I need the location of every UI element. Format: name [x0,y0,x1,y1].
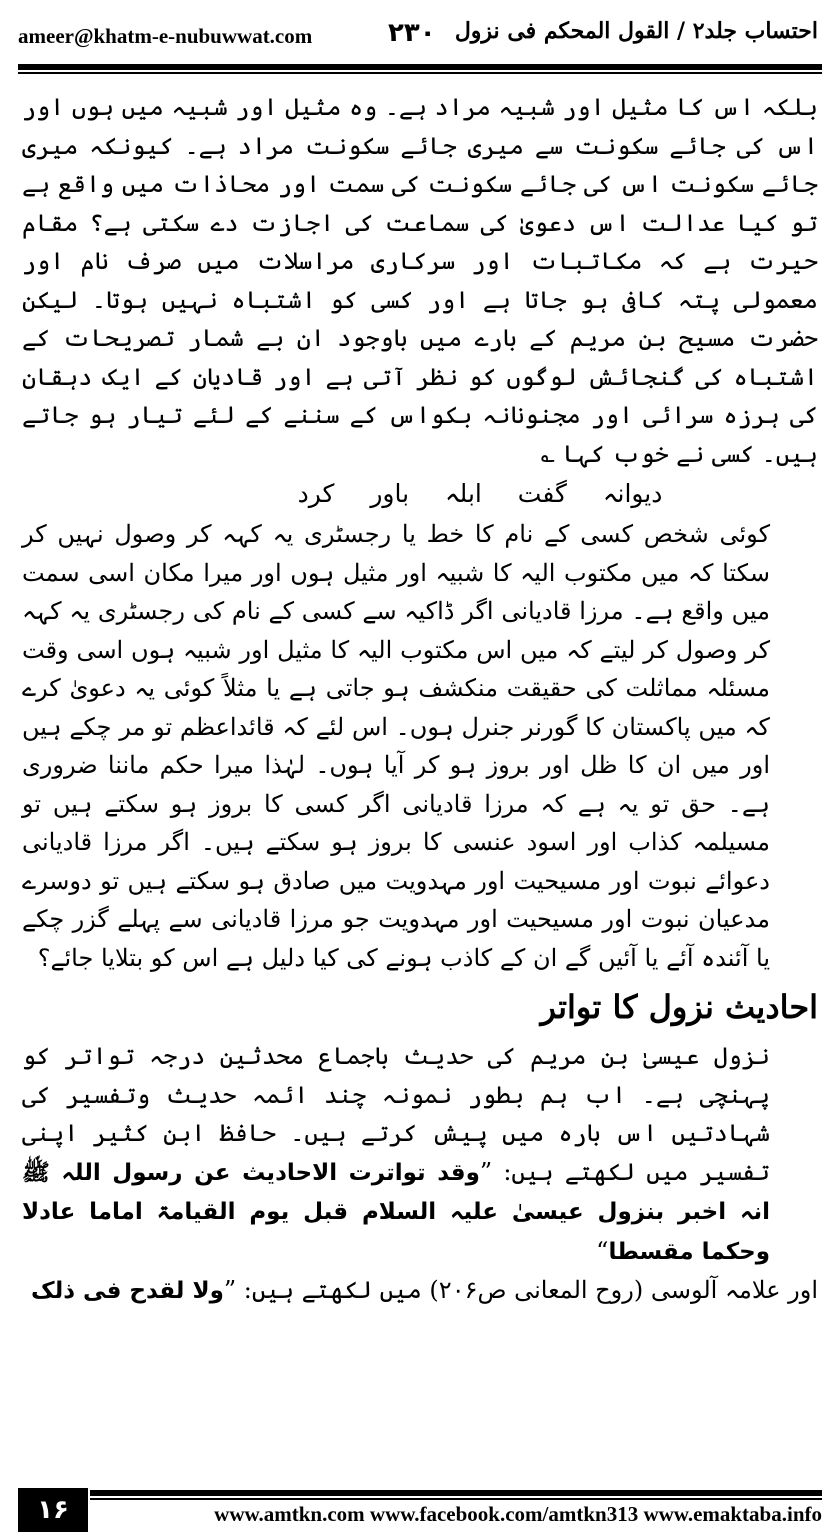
page-header [18,14,818,62]
arabic-quote-ibn-kathir: وقد تواترت الاحادیث عن رسول اللہ ﷺ انہ اخبر بنزول عیسیٰ علیہ السلام قبل یوم القیامۃ اماما عادلا وحکما مقسطا [22,1159,770,1265]
page-footer [18,1488,822,1532]
paragraph-3 [22,1037,818,1271]
paragraph-3-intro: نزول عیسیٰ بن مریم کی حدیث باجماع محدثین درجہ تواتر کو پہنچی ہے۔ اب ہم بطور نمونہ چند ائمہ حدیث وتفسیر کی شہادتیں اس بارہ میں پیش کرتے ہیں۔ حافظ ابن کثیر اپنی تفسیر میں لکھتے ہیں: ” [22,1042,770,1186]
section-heading: احادیث نزول کا تواتر [540,988,818,1026]
header-email: ameer@khatm-e-nubuwwat.com [18,24,313,48]
footer-page-number: ۱۶ [18,1488,88,1532]
header-page-number: ۲۳۰ [388,18,436,48]
header-rule-thick [18,64,822,70]
arabic-quote-alusi: ولا لقدح فی ذلک [31,1278,224,1304]
paragraph-4-intro: اور علامہ آلوسی (روح المعانی ص۲۰۶) میں لکھتے ہیں: ” [223,1276,818,1304]
paragraph-1: بلکہ اس کا مثیل اور شبیہ مراد ہے۔ وہ مثیل اور شبیہ میں ہوں اور اس کی جائے سکونت سے میری جائے سکونت مراد ہے۔ کیونکہ میری جائے سکونت اس کی جائے سکونت کی سمت اور محاذات میں واقع ہے تو کیا عدالت اس دعویٰ کی سماعت کی اجازت دے سکتی ہے؟ مقام حیرت ہے کہ مکاتبات اور سرکاری مراسلات میں صرف نام اور معمولی پتہ کافی ہو جاتا ہے اور کسی کو اشتباہ نہیں ہوتا۔ لیکن حضرت مسیح بن مریم کے بارے میں باوجود ان بے شمار تصریحات کے اشتباہ کی گنجائش لوگوں کو نظر آتی ہے اور قادیان کے ایک دہقان کی ہرزہ سرائی اور مجنونانہ بکواس کے سننے کے لئے تیار ہو جاتے ہیں۔ کسی نے خوب کہا ؎ [22,93,818,468]
paragraph-2: کوئی شخص کسی کے نام کا خط یا رجسٹری یہ کہہ کر وصول نہیں کر سکتا کہ میں مکتوب الیہ کا شبیہ اور مثیل ہوں اور میرا مکان اسی سمت میں واقع ہے۔ مرزا قادیانی اگر ڈاکیہ سے کسی کے نام کی رجسٹری یہ کہہ کر وصول کر لیتے کہ میں اس مکتوب الیہ کا مثیل اور شبیہ ہوں اسی وقت مسئلہ مماثلت کی حقیقت منکشف ہو جاتی ہے یا مثلاً کوئی یہ دعویٰ کرے کہ میں پاکستان کا گورنر جنرل ہوں۔ اس لئے کہ قائداعظم تو مر چکے ہیں اور میں ان کا ظل اور بروز ہو کر آیا ہوں۔ لہٰذا میرا حکم ماننا ضروری ہے۔ حق تو یہ ہے کہ مرزا قادیانی اگر کسی کا بروز ہو سکتے ہیں تو مسیلمہ کذاب اور اسود عنسی کا بروز ہو سکتے ہیں۔ اگر مرزا قادیانی دعوائے نبوت اور مسیحیت اور مہدویت میں صادق ہو سکتے ہیں تو دوسرے مدعیان نبوت اور مسیحیت اور مہدویت جو مرزا قادیانی سے پہلے گزر چکے یا آئندہ آئے یا آئیں گے ان کے کاذب ہونے کی کیا دلیل ہے اس کو بتلایا جائے؟ [22,520,770,972]
footer-links: www.amtkn.com www.facebook.com/amtkn313 www.emaktaba.info [214,1502,822,1526]
paragraph-4 [22,1271,818,1311]
header-book-title: احتساب جلد۲ / القول المحکم فی نزول [454,18,818,44]
header-rule-thin [18,72,822,74]
footer-rule-thin [90,1498,822,1500]
paragraph-3-close-quote: “ [596,1236,609,1265]
poetry-verse: دیوانہ گفت ابلہ باور کرد [297,479,663,508]
footer-rule-thick [90,1490,822,1496]
page-body [22,88,818,1311]
